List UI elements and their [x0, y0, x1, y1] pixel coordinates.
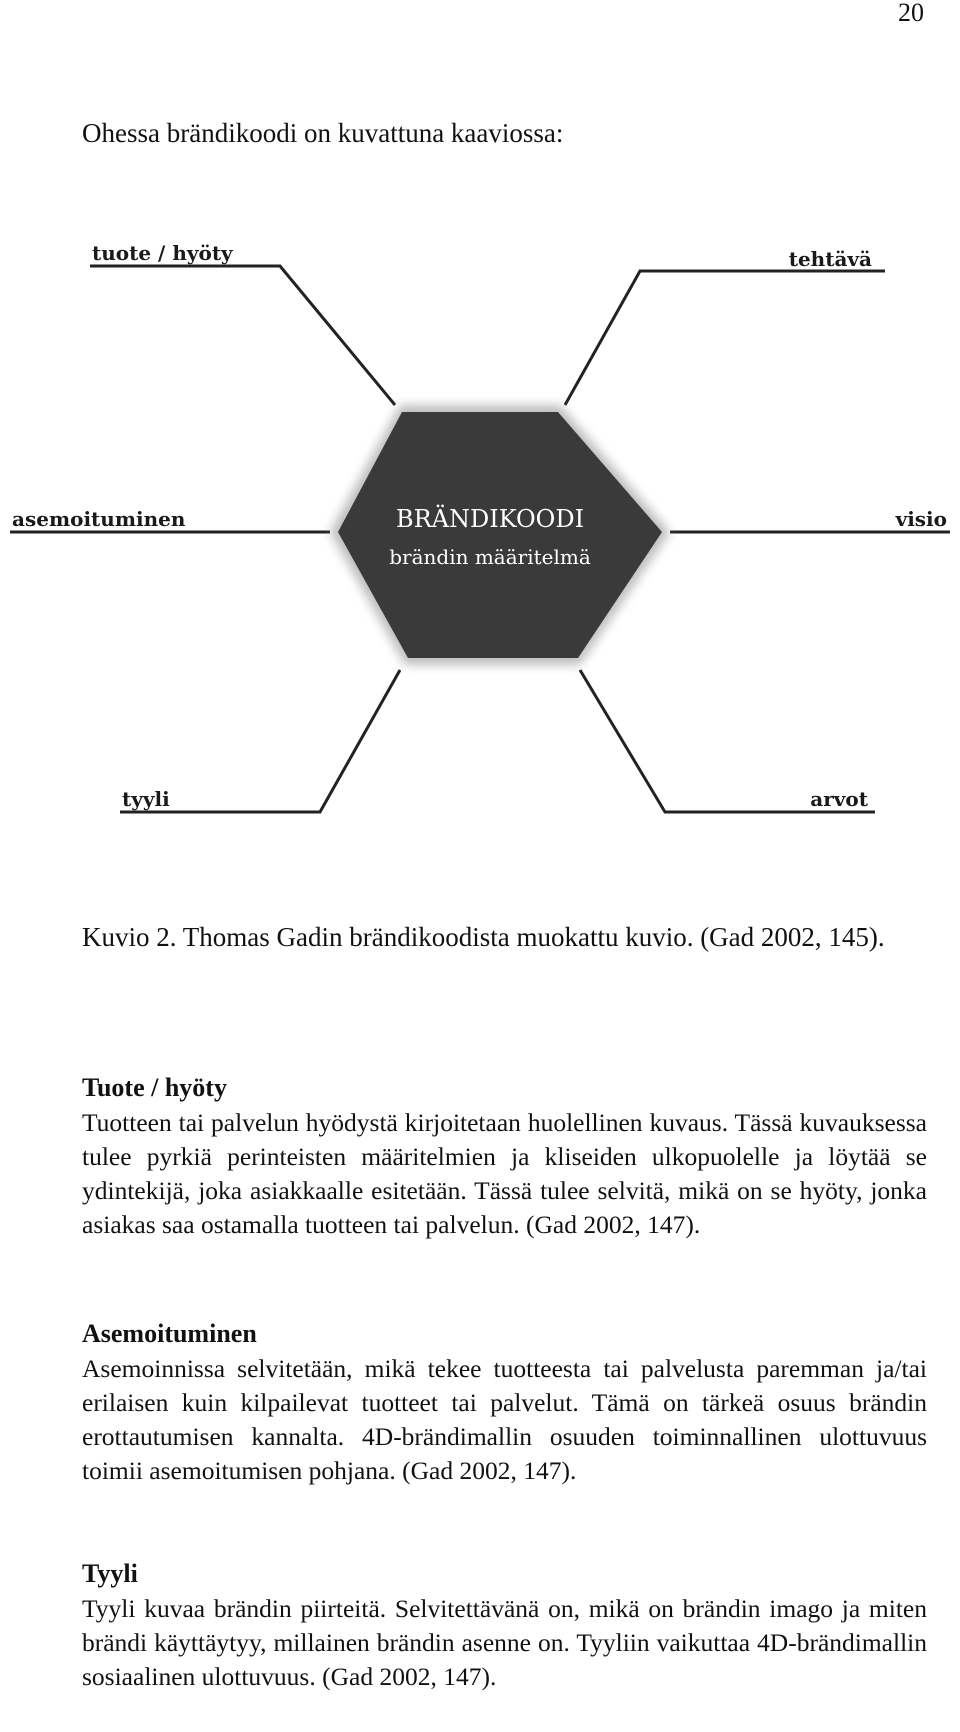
section-heading: Tyyli [82, 1559, 138, 1588]
section-heading: Asemoituminen [82, 1319, 257, 1348]
line-top-right [565, 271, 885, 405]
page-number: 20 [898, 0, 924, 27]
section-asemoituminen [82, 1318, 927, 1488]
figure-caption: Kuvio 2. Thomas Gadin brändikoodista muokattu kuvio. (Gad 2002, 145). [82, 922, 885, 952]
hexagon-title: BRÄNDIKOODI [395, 505, 585, 533]
brand-code-diagram [0, 240, 960, 840]
section-body: Tyyli kuvaa brändin piirteitä. Selvitettävänä on, mikä on brändin imago ja miten brändi käyttäytyy, millainen brändin asenne on. Tyyliin vaikuttaa 4D-brändimallin sosiaalinen ulottuvuus. (Gad 2002, 147). [82, 1594, 927, 1691]
intro-text: Ohessa brändikoodi on kuvattuna kaaviossa: [82, 118, 564, 148]
line-top-left [90, 266, 395, 405]
label-arvot: arvot [810, 787, 868, 811]
section-body: Tuotteen tai palvelun hyödystä kirjoitetaan huolellinen kuvaus. Tässä kuvauksessa tulee pyrkiä perinteisten määritelmien ja kliseiden ulkopuolelle ja löytää se ydintekijä, joka asiakkaalle esitetään. Tässä tulee selvitä, mikä on se hyöty, jonka asiakas saa ostamalla tuotteen tai palvelun. (Gad 2002, 147). [82, 1108, 927, 1239]
section-heading: Tuote / hyöty [82, 1073, 227, 1102]
hexagon-subtitle: brändin määritelmä [389, 545, 591, 569]
label-tyyli: tyyli [122, 787, 170, 811]
section-tyyli [82, 1558, 927, 1694]
section-body: Asemoinnissa selvitetään, mikä tekee tuotteesta tai palvelusta paremman ja/tai erilaisen kuin kilpailevat tuotteet tai palvelut. Tämä on tärkeä osuus brändin erottautumisen kannalta. 4D-brändimallin osuuden toiminnallinen ulottuvuus toimii asemoitumisen pohjana. (Gad 2002, 147). [82, 1354, 927, 1485]
label-asemoituminen: asemoituminen [12, 507, 186, 531]
label-tuote-hyoty: tuote / hyöty [92, 241, 233, 265]
label-tehtava: tehtävä [788, 247, 872, 271]
label-visio: visio [895, 507, 947, 531]
section-tuote-hyoty [82, 1072, 927, 1242]
diagram-svg [0, 240, 960, 840]
